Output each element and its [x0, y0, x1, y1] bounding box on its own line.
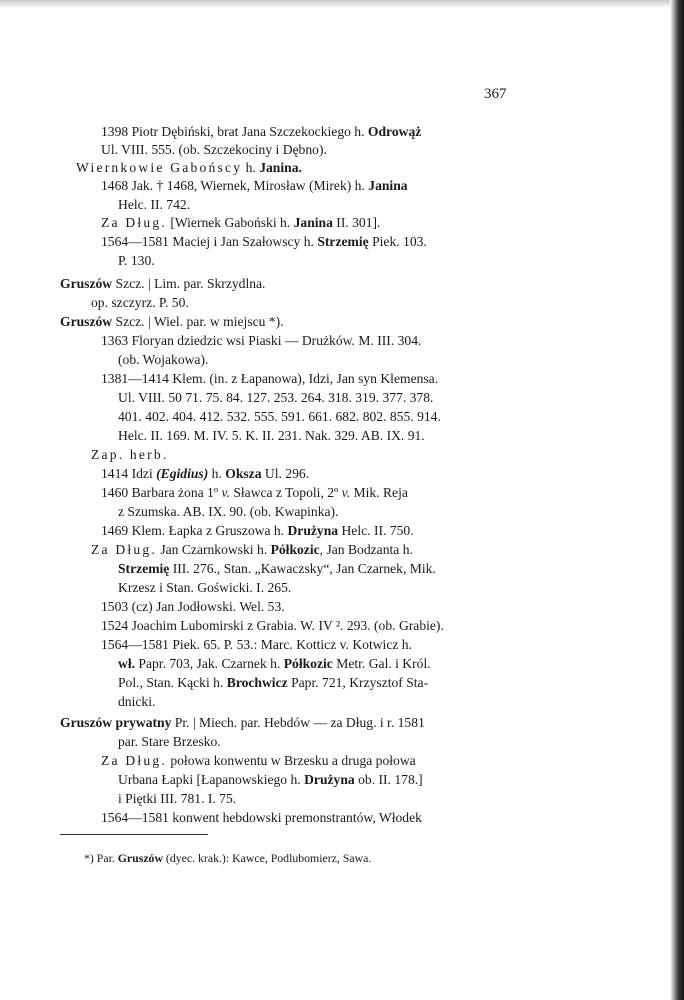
- text-line: Helc. II. 742.: [118, 197, 191, 212]
- text-line: 1398 Piotr Dębiński, brat Jana Szczekockiego h. Odrowąż: [101, 124, 422, 139]
- text-line: 401. 402. 404. 412. 532. 555. 591. 661. 682. 802. 855. 914.: [118, 409, 441, 424]
- text-line: Gruszów Szcz. | Wiel. par. w miejscu *).: [60, 314, 284, 329]
- text-line: Za Dług. [Wiernek Gaboński h. Janina II. 301].: [101, 215, 381, 230]
- text-line: (ob. Wojakowa).: [118, 352, 209, 367]
- text-line: 1524 Joachim Lubomirski z Grabia. W. IV ². 293. (ob. Grabie).: [101, 618, 444, 633]
- text-line: Strzemię III. 276., Stan. „Kawaczsky“, Jan Czarnek, Mik.: [118, 561, 436, 576]
- text-line: op. szczyrz. P. 50.: [91, 295, 189, 310]
- text-line: Wiernkowie Gabońscy h. Janina.: [76, 160, 302, 175]
- text-line: par. Stare Brzesko.: [118, 734, 221, 749]
- text-line: Ul. VIII. 50 71. 75. 84. 127. 253. 264. 318. 319. 377. 378.: [118, 390, 434, 405]
- footnote: *) Par. Gruszów (dyec. krak.): Kawce, Podlubomierz, Sawa.: [84, 851, 372, 865]
- text-line: 1460 Barbara żona 1º v. Sławca z Topoli, 2º v. Mik. Reja: [101, 485, 408, 500]
- text-line: P. 130.: [118, 253, 155, 268]
- footnote-rule: [60, 834, 208, 835]
- text-line: 1503 (cz) Jan Jodłowski. Wel. 53.: [101, 599, 285, 614]
- text-line: Pol., Stan. Kącki h. Brochwicz Papr. 721, Krzysztof Sta-: [118, 675, 429, 690]
- text-line: 1564—1581 Piek. 65. P. 53.: Marc. Kotticz v. Kotwicz h.: [101, 637, 412, 652]
- text-line: 1381—1414 Klem. (in. z Łapanowa), Idzi, Jan syn Klemensa.: [101, 371, 439, 386]
- text-line: z Szumska. AB. IX. 90. (ob. Kwapinka).: [118, 504, 339, 519]
- text-line: i Piętki III. 781. I. 75.: [118, 791, 237, 806]
- text-line: Krzesz i Stan. Goświcki. I. 265.: [118, 580, 292, 595]
- text-line: 1363 Floryan dziedzic wsi Piaski — Drużków. M. III. 304.: [101, 333, 422, 348]
- text-line: Gruszów Szcz. | Lim. par. Skrzydlna.: [60, 276, 266, 291]
- text-line: Ul. VIII. 555. (ob. Szczekociny i Dębno).: [101, 142, 327, 157]
- text-line: dnicki.: [118, 694, 156, 709]
- text-line: Helc. II. 169. M. IV. 5. K. II. 231. Nak. 329. AB. IX. 91.: [118, 428, 425, 443]
- text-line: Urbana Łapki [Łapanowskiego h. Drużyna ob. II. 178.]: [118, 772, 423, 787]
- text-line: 1564—1581 konwent hebdowski premonstrantów, Włodek: [101, 810, 422, 825]
- text-line: Za Dług. połowa konwentu w Brzesku a druga połowa: [101, 753, 416, 768]
- text-line: 1564—1581 Maciej i Jan Szałowscy h. Strzemię Piek. 103.: [101, 234, 427, 249]
- text-line: Zap. herb.: [91, 447, 169, 462]
- text-line: Gruszów prywatny Pr. | Miech. par. Hebdów — za Dług. i r. 1581: [60, 715, 425, 730]
- page-number: 367: [484, 86, 507, 102]
- text-line: 1468 Jak. † 1468, Wiernek, Mirosław (Mirek) h. Janina: [101, 178, 408, 193]
- text-line: Za Dług. Jan Czarnkowski h. Półkozic, Jan Bodzanta h.: [91, 542, 413, 557]
- text-line: wł. Papr. 703, Jak. Czarnek h. Półkozic Metr. Gal. i Król.: [118, 656, 431, 671]
- text-line: 1469 Klem. Łapka z Gruszowa h. Drużyna Helc. II. 750.: [101, 523, 414, 538]
- text-line: 1414 Idzi (Egidius) h. Oksza Ul. 296.: [101, 466, 310, 481]
